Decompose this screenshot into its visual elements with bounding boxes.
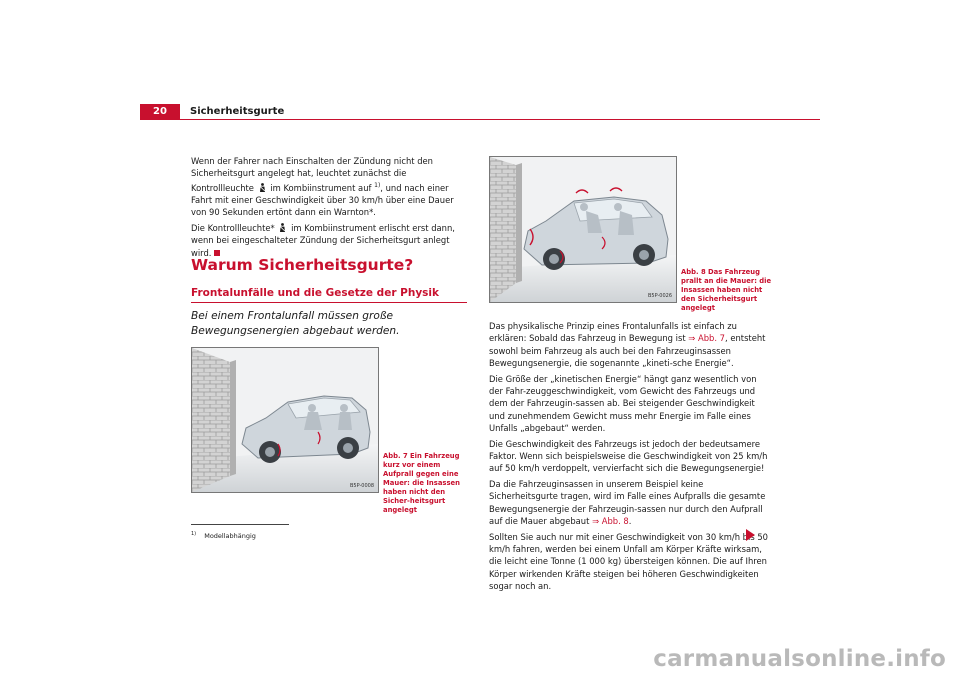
figure-7-link[interactable]: ⇒ Abb. 7 bbox=[688, 333, 725, 344]
left-intro-text bbox=[191, 155, 471, 262]
subheading-rule bbox=[191, 302, 467, 303]
seatbelt-warning-icon bbox=[259, 183, 266, 192]
car-impact-illustration bbox=[490, 157, 676, 302]
footnote bbox=[191, 531, 256, 540]
paragraph-kinetic-energy: Die Größe der „kinetischen Energie“ hängt ganz wesentlich von der Fahr-zeuggeschwindigkeit, vom Gewicht des Fahrzeugs und dem der Fahrzeugin-sassen ab. Bei steigender Geschwindigkeit und zunehmendem Gewicht muss mehr Energie im Falle eines Unfalls „abgebaut“ werden. bbox=[489, 373, 757, 434]
right-body-text bbox=[489, 320, 771, 596]
section-end-icon bbox=[214, 250, 220, 256]
section-title: Sicherheitsgurte bbox=[190, 106, 285, 117]
footnote-reference: 1) bbox=[374, 181, 381, 189]
paragraph-warning-light: Die Kontrollleuchte* im Kombiinstrument erlischt erst dann, wenn bei eingeschalteter Zündung der Sicherheitsgurt anlegt wird. bbox=[191, 222, 455, 258]
car-before-impact-illustration bbox=[192, 348, 378, 492]
paragraph-no-seatbelt: Da die Fahrzeuginsassen in unserem Beispiel keine Sicherheitsgurte tragen, wird im Falle eines Aufpralls die gesamte Bewegungsenergie der Fahrzeugin-sassen nur durch den Aufprall auf die Mauer abgebaut ⇒ Abb. 8. bbox=[489, 478, 766, 527]
next-page-arrow-icon[interactable] bbox=[746, 529, 755, 541]
figure-code: B5P-0026 bbox=[647, 293, 672, 299]
intro-text: Bei einem Frontalunfall müssen große Bewegungsenergien abgebaut werden. bbox=[191, 310, 400, 337]
paragraph-seatbelt-warning: Wenn der Fahrer nach Einschalten der Zündung nicht den Sicherheitsgurt angelegt hat, leuchtet zunächst die Kontrollleuchte im Kombiinstrument auf $^{1)}$, und nach einer Fahrt mit einer Geschwindigkeit über 30 km/h über eine Dauer von 90 Sekunden ertönt dann ein Warnton*. bbox=[191, 156, 454, 218]
header-rule bbox=[180, 119, 820, 120]
page-number: 20 bbox=[140, 104, 180, 120]
paragraph-physics: Das physikalische Prinzip eines Frontalunfalls ist einfach zu erklären: Sobald das Fahrzeug in Bewegung ist ⇒ Abb. 7, entsteht sowohl beim Fahrzeug als auch bei den Fahrzeuginsassen Bewegungsenergie, die sogenannte „kineti-sche Energie“. bbox=[489, 321, 766, 369]
figure-7-caption: Abb. 7 Ein Fahrzeug kurz vor einem Aufprall gegen eine Mauer: die Insassen haben nicht den Sicher-heitsgurt angelegt bbox=[383, 452, 460, 514]
sub-heading: Frontalunfälle und die Gesetze der Physik bbox=[191, 287, 440, 299]
page-header bbox=[140, 104, 820, 120]
figure-8-caption: Abb. 8 Das Fahrzeug prallt an die Mauer: die Insassen haben nicht den Sicherheitsgurt angelegt bbox=[681, 268, 772, 312]
footnote-text: Modellabhängig bbox=[204, 532, 256, 541]
paragraph-forces: Sollten Sie auch nur mit einer Geschwindigkeit von 30 km/h bis 50 km/h fahren, werden bei einem Unfall am Körper Kräfte wirksam, die leicht eine Tonne (1 000 kg) übersteigen können. Die auf Ihren Körper wirkenden Kräfte steigen bei höheren Geschwindigkeiten sogar noch an. bbox=[489, 531, 769, 592]
figure-code: B5P-0008 bbox=[349, 483, 374, 489]
seatbelt-warning-icon bbox=[279, 223, 286, 232]
figure-8-car-impact bbox=[489, 156, 677, 303]
figure-7-car-before-impact bbox=[191, 347, 379, 493]
figure-8-link[interactable]: ⇒ Abb. 8 bbox=[592, 516, 629, 527]
footnote-marker: 1) bbox=[191, 531, 197, 537]
footnote-rule bbox=[191, 524, 289, 525]
main-heading: Warum Sicherheitsgurte? bbox=[191, 256, 414, 274]
paragraph-speed-factor: Die Geschwindigkeit des Fahrzeugs ist jedoch der bedeutsamere Faktor. Wenn sich beispielsweise die Geschwindigkeit von 25 km/h auf 50 km/h verdoppelt, vervierfacht sich die Bewegungsenergie! bbox=[489, 438, 768, 474]
watermark: carmanualsonline.info bbox=[653, 646, 946, 672]
